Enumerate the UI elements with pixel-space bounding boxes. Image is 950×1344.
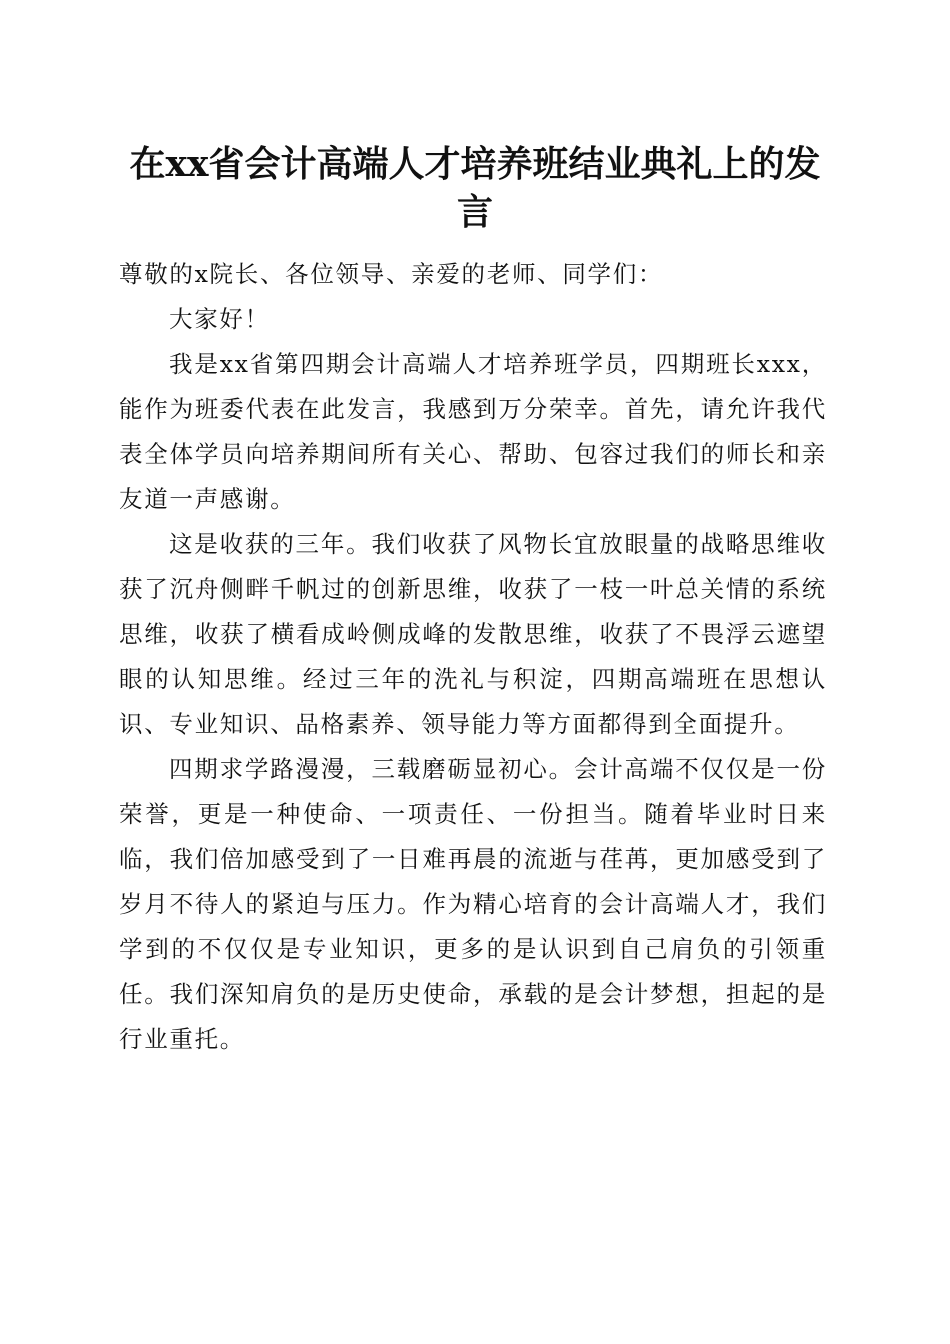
document-title: 在xx省会计高端人才培养班结业典礼上的发言 <box>129 143 821 233</box>
paragraph-mission: 四期求学路漫漫，三载磨砺显初心。会计高端不仅仅是一份荣誉，更是一种使命、一项责任、一份担当。随着毕业时日来临，我们倍加感受到了一日难再晨的流逝与荏苒，更加感受到了岁月不待人的紧迫与压力。作为精心培育的会计高端人才，我们学到的不仅仅是专业知识，更多的是认识到自己肩负的引领重任。我们深知肩负的是历史使命，承载的是会计梦想，担起的是行业重托。 <box>119 755 827 1053</box>
paragraph-introduction: 我是xx省第四期会计高端人才培养班学员，四期班长xxx，能作为班委代表在此发言，我感到万分荣幸。首先，请允许我代表全体学员向培养期间所有关心、帮助、包容过我们的师长和亲友道一声感谢。 <box>119 350 827 513</box>
paragraph-greeting: 大家好！ <box>169 305 270 333</box>
document-body <box>119 252 827 1062</box>
paragraph-harvest: 这是收获的三年。我们收获了风物长宜放眼量的战略思维收获了沉舟侧畔千帆过的创新思维，收获了一枝一叶总关情的系统思维，收获了横看成岭侧成峰的发散思维，收获了不畏浮云遮望眼的认知思维。经过三年的洗礼与积淀，四期高端班在思想认识、专业知识、品格素养、领导能力等方面都得到全面提升。 <box>119 530 827 738</box>
salutation: 尊敬的x院长、各位领导、亲爱的老师、同学们： <box>119 260 664 288</box>
